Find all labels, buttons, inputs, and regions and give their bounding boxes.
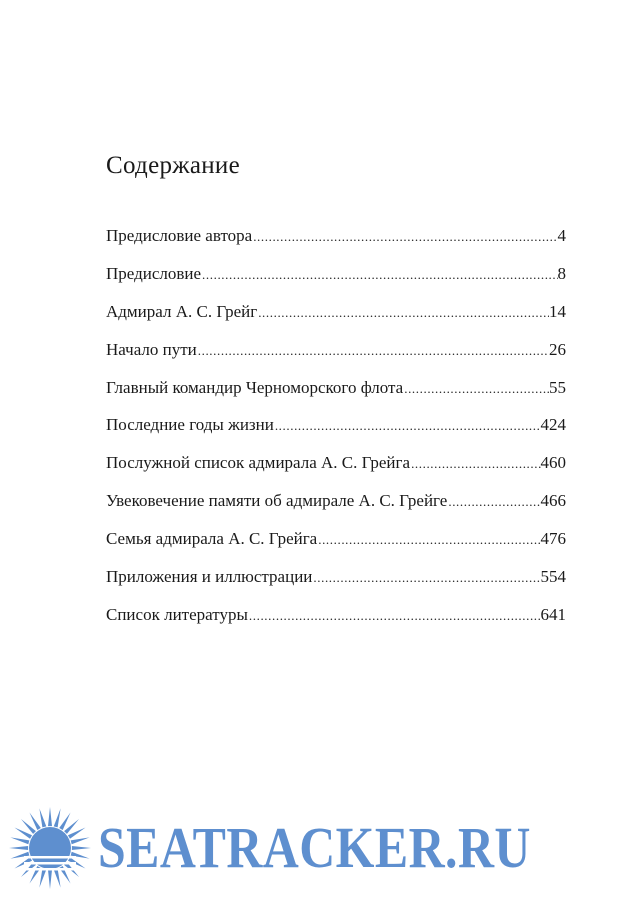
toc-entry-title: Приложения и иллюстрации bbox=[106, 567, 313, 587]
dot-leader bbox=[258, 305, 549, 321]
dot-leader bbox=[249, 608, 541, 624]
toc-entry-title: Послужной список адмирала А. С. Грейга bbox=[106, 453, 411, 473]
toc-entry bbox=[106, 567, 566, 605]
toc-entry bbox=[106, 529, 566, 567]
dot-leader bbox=[275, 418, 541, 434]
toc-entry-title: Последние годы жизни bbox=[106, 415, 274, 435]
dot-leader bbox=[448, 494, 540, 510]
toc-entry bbox=[106, 453, 566, 491]
toc-entry bbox=[106, 226, 566, 264]
dot-leader bbox=[318, 532, 540, 548]
toc-entry-page: 424 bbox=[540, 415, 566, 435]
watermark-text: SEATRACKER.RU bbox=[98, 815, 531, 880]
table-of-contents bbox=[106, 226, 566, 643]
toc-entry-title: Предисловие автора bbox=[106, 226, 253, 245]
toc-entry bbox=[106, 340, 566, 378]
toc-entry-page: 26 bbox=[549, 339, 566, 359]
toc-entry bbox=[106, 302, 566, 340]
toc-entry-page: 641 bbox=[540, 604, 566, 624]
toc-entry bbox=[106, 264, 566, 302]
toc-entry-page: 55 bbox=[549, 377, 566, 397]
toc-entry-title: Предисловие bbox=[106, 263, 202, 283]
dot-leader bbox=[313, 570, 540, 586]
dot-leader bbox=[202, 267, 557, 283]
toc-entry-page: 8 bbox=[557, 263, 566, 283]
toc-entry bbox=[106, 491, 566, 529]
toc-entry-page: 4 bbox=[557, 226, 566, 245]
toc-entry-page: 460 bbox=[540, 453, 566, 473]
toc-entry bbox=[106, 605, 566, 643]
toc-entry-page: 554 bbox=[540, 567, 566, 587]
dot-leader bbox=[198, 343, 549, 359]
toc-entry-page: 14 bbox=[549, 301, 566, 321]
toc-entry-page: 476 bbox=[540, 529, 566, 549]
page-title: Содержание bbox=[106, 152, 240, 179]
toc-entry bbox=[106, 378, 566, 416]
toc-entry bbox=[106, 415, 566, 453]
toc-entry-title: Список литературы bbox=[106, 604, 248, 624]
sun-icon bbox=[8, 806, 92, 890]
toc-entry-page: 466 bbox=[540, 491, 566, 511]
toc-entry-title: Адмирал А. С. Грейг bbox=[106, 301, 258, 321]
toc-entry-title: Семья адмирала А. С. Грейга bbox=[106, 529, 318, 549]
toc-entry-title: Увековечение памяти об адмирале А. С. Грейге bbox=[106, 491, 448, 511]
watermark bbox=[0, 800, 635, 901]
dot-leader bbox=[253, 229, 557, 245]
toc-entry-title: Главный командир Черноморского флота bbox=[106, 377, 404, 397]
toc-entry-title: Начало пути bbox=[106, 339, 197, 359]
dot-leader bbox=[404, 381, 549, 397]
dot-leader bbox=[411, 456, 540, 472]
